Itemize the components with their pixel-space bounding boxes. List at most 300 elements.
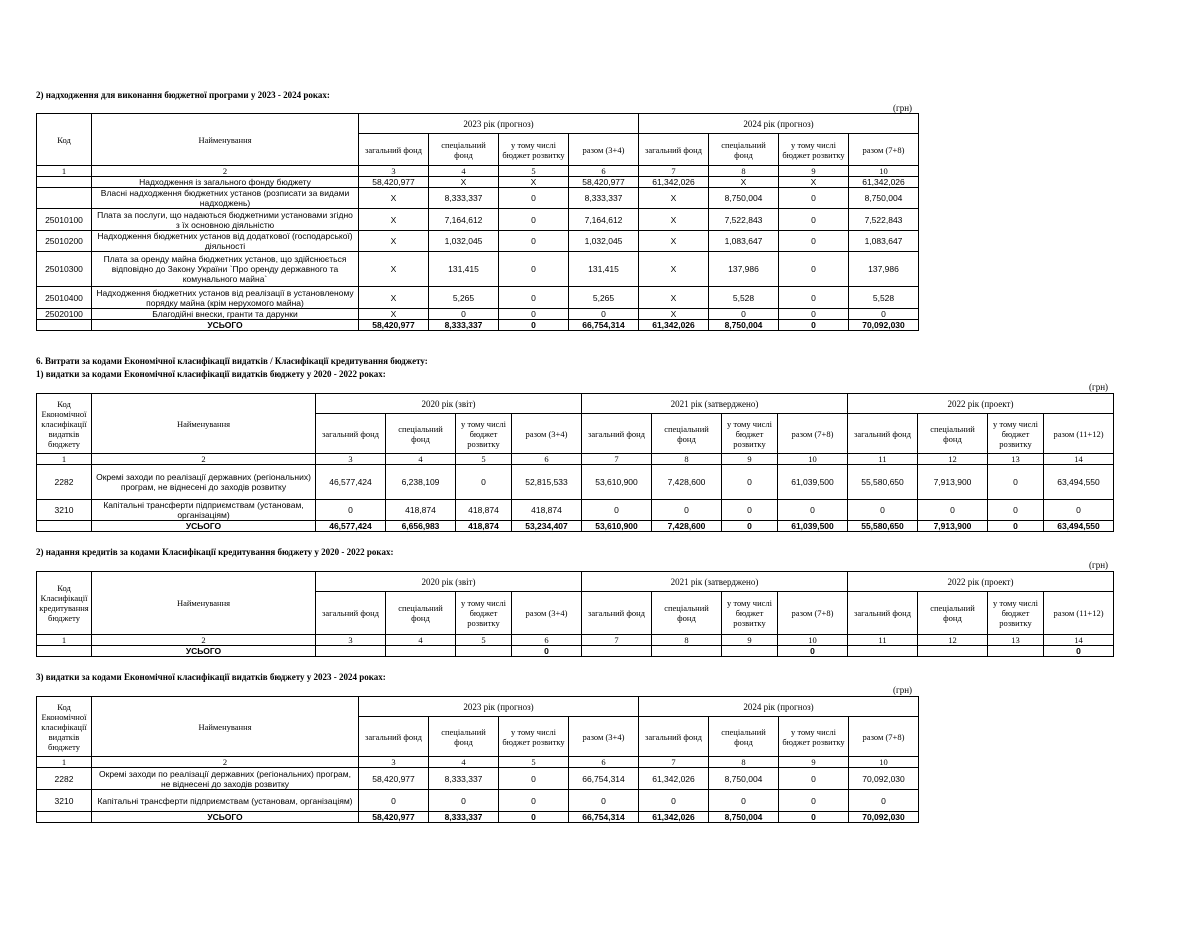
table-row: [37, 309, 919, 320]
row-value: 0: [779, 231, 849, 252]
fund-column-header: загальний фонд: [359, 134, 429, 166]
row-value: 0: [582, 500, 652, 521]
row-value: 0: [722, 465, 778, 500]
row-value: 418,874: [512, 500, 582, 521]
column-number: 12: [918, 454, 988, 465]
code-header: Код: [37, 114, 92, 166]
row-value: 0: [499, 287, 569, 309]
name-header: Найменування: [92, 697, 359, 757]
total-value: 0: [778, 646, 848, 657]
total-value: 58,420,977: [359, 812, 429, 823]
row-value: 55,580,650: [848, 465, 918, 500]
total-value: 0: [499, 320, 569, 331]
column-number: 3: [316, 454, 386, 465]
section-heading-expenditures: 6. Витрати за кодами Економічної класифікації видатків / Класифікації кредитування бюджету:: [36, 356, 428, 366]
row-value: 0: [499, 188, 569, 209]
column-number: 7: [639, 757, 709, 768]
total-value: 8,750,004: [709, 812, 779, 823]
fund-column-header: спеціальний фонд: [918, 414, 988, 454]
row-value: 0: [499, 790, 569, 812]
row-value: 61,342,026: [639, 768, 709, 790]
fund-column-header: спеціальний фонд: [386, 592, 456, 635]
table-expenditures-2023-2024: [36, 696, 919, 823]
fund-column-header: спеціальний фонд: [709, 717, 779, 757]
section-heading-credits: 2) надання кредитів за кодами Класифікації кредитування бюджету у 2020 - 2022 роках:: [36, 547, 394, 557]
column-number: 5: [499, 757, 569, 768]
column-number: 14: [1044, 635, 1114, 646]
column-number: 3: [359, 757, 429, 768]
row-value: 0: [429, 790, 499, 812]
row-value: 5,265: [569, 287, 639, 309]
total-value: 66,754,314: [569, 320, 639, 331]
row-name: Надходження бюджетних установ від додаткової (господарської) діяльності: [92, 231, 359, 252]
total-value: [37, 812, 92, 823]
row-value: 1,032,045: [569, 231, 639, 252]
fund-column-header: разом (7+8): [778, 592, 848, 635]
fund-column-header: у тому числі бюджет розвитку: [988, 414, 1044, 454]
row-value: 131,415: [569, 252, 639, 287]
total-value: 53,610,900: [582, 521, 652, 532]
total-value: 55,580,650: [848, 521, 918, 532]
row-name: Плата за послуги, що надаються бюджетними установами згідно з їх основною діяльністю: [92, 209, 359, 231]
total-value: 0: [722, 521, 778, 532]
year-header: 2020 рік (звіт): [316, 572, 582, 592]
column-number: 7: [582, 635, 652, 646]
fund-column-header: разом (3+4): [569, 134, 639, 166]
total-value: 0: [1044, 646, 1114, 657]
total-label: УСЬОГО: [92, 521, 316, 532]
year-header: 2024 рік (прогноз): [639, 697, 919, 717]
row-value: X: [639, 252, 709, 287]
row-code: 2282: [37, 768, 92, 790]
name-header: Найменування: [92, 114, 359, 166]
row-code: [37, 177, 92, 188]
year-header: 2023 рік (прогноз): [359, 697, 639, 717]
total-value: 418,874: [456, 521, 512, 532]
row-value: X: [359, 188, 429, 209]
total-row: [37, 646, 1114, 657]
year-header: 2022 рік (проект): [848, 572, 1114, 592]
year-header: 2023 рік (прогноз): [359, 114, 639, 134]
row-value: 8,750,004: [709, 188, 779, 209]
fund-column-header: у тому числі бюджет розвитку: [456, 592, 512, 635]
total-value: [918, 646, 988, 657]
total-value: [848, 646, 918, 657]
total-value: 61,039,500: [778, 521, 848, 532]
total-value: 46,577,424: [316, 521, 386, 532]
row-value: 1,083,647: [709, 231, 779, 252]
total-value: [582, 646, 652, 657]
column-number: 4: [386, 635, 456, 646]
total-value: [988, 646, 1044, 657]
column-number: 9: [779, 166, 849, 177]
column-number: 6: [569, 166, 639, 177]
total-value: 70,092,030: [849, 812, 919, 823]
code-header: Код Класифікації кредитування бюджету: [37, 572, 92, 635]
column-number: 2: [92, 635, 316, 646]
row-value: 7,913,900: [918, 465, 988, 500]
column-number: 5: [456, 454, 512, 465]
column-number: 10: [778, 454, 848, 465]
table-expenditures-2020-2022: [36, 393, 1114, 532]
fund-column-header: загальний фонд: [848, 592, 918, 635]
total-value: 8,750,004: [709, 320, 779, 331]
column-number: 14: [1044, 454, 1114, 465]
total-value: 6,656,983: [386, 521, 456, 532]
row-value: 1,083,647: [849, 231, 919, 252]
row-value: 0: [778, 500, 848, 521]
row-value: 8,750,004: [709, 768, 779, 790]
row-value: 5,528: [709, 287, 779, 309]
column-number: 1: [37, 757, 92, 768]
fund-column-header: у тому числі бюджет розвитку: [779, 717, 849, 757]
row-value: 7,522,843: [849, 209, 919, 231]
fund-column-header: у тому числі бюджет розвитку: [499, 717, 569, 757]
total-row: [37, 812, 919, 823]
column-number: 9: [722, 635, 778, 646]
row-value: X: [709, 177, 779, 188]
row-value: 137,986: [849, 252, 919, 287]
column-number: 5: [456, 635, 512, 646]
row-value: 0: [456, 465, 512, 500]
fund-column-header: разом (11+12): [1044, 592, 1114, 635]
row-value: 5,265: [429, 287, 499, 309]
row-value: 52,815,533: [512, 465, 582, 500]
row-value: 61,039,500: [778, 465, 848, 500]
table-row: [37, 287, 919, 309]
row-name: Власні надходження бюджетних установ (розписати за видами надходжень): [92, 188, 359, 209]
total-value: 0: [779, 812, 849, 823]
column-number: 7: [582, 454, 652, 465]
column-number: 7: [639, 166, 709, 177]
row-value: 0: [499, 309, 569, 320]
row-value: 61,342,026: [849, 177, 919, 188]
fund-column-header: у тому числі бюджет розвитку: [499, 134, 569, 166]
row-value: 0: [848, 500, 918, 521]
row-value: 0: [499, 209, 569, 231]
fund-column-header: спеціальний фонд: [652, 414, 722, 454]
row-value: 61,342,026: [639, 177, 709, 188]
row-value: 0: [316, 500, 386, 521]
name-header: Найменування: [92, 572, 316, 635]
row-value: 0: [499, 768, 569, 790]
fund-column-header: у тому числі бюджет розвитку: [722, 414, 778, 454]
row-value: 0: [709, 790, 779, 812]
column-number: 8: [652, 635, 722, 646]
table-credits-2020-2022: [36, 571, 1114, 657]
column-number: 5: [499, 166, 569, 177]
total-value: [37, 646, 92, 657]
row-value: X: [639, 209, 709, 231]
total-value: 7,428,600: [652, 521, 722, 532]
total-value: [456, 646, 512, 657]
row-code: [37, 188, 92, 209]
table-row: [37, 209, 919, 231]
row-value: X: [499, 177, 569, 188]
column-number: 4: [429, 166, 499, 177]
column-number: 9: [722, 454, 778, 465]
section-heading-revenues: 2) надходження для виконання бюджетної програми у 2023 - 2024 роках:: [36, 90, 330, 100]
total-value: [37, 320, 92, 331]
row-value: 137,986: [709, 252, 779, 287]
column-number: 10: [778, 635, 848, 646]
unit-label: (грн): [1089, 382, 1109, 392]
column-number: 1: [37, 166, 92, 177]
column-number: 3: [316, 635, 386, 646]
total-value: 0: [988, 521, 1044, 532]
fund-column-header: у тому числі бюджет розвитку: [722, 592, 778, 635]
row-value: 0: [429, 309, 499, 320]
column-number: 13: [988, 635, 1044, 646]
column-number: 1: [37, 635, 92, 646]
column-number: 2: [92, 757, 359, 768]
fund-column-header: у тому числі бюджет розвитку: [988, 592, 1044, 635]
row-value: 6,238,109: [386, 465, 456, 500]
section-heading-expenditures-2020-2022: 1) видатки за кодами Економічної класифікації видатків бюджету у 2020 - 2022 роках:: [36, 369, 386, 379]
column-number: 6: [512, 635, 582, 646]
fund-column-header: спеціальний фонд: [429, 134, 499, 166]
row-code: 25010300: [37, 252, 92, 287]
column-number: 10: [849, 757, 919, 768]
column-number: 13: [988, 454, 1044, 465]
year-header: 2021 рік (затверджено): [582, 572, 848, 592]
fund-column-header: спеціальний фонд: [652, 592, 722, 635]
total-value: [652, 646, 722, 657]
fund-column-header: разом (7+8): [849, 134, 919, 166]
row-value: 58,420,977: [359, 177, 429, 188]
unit-label: (грн): [893, 685, 913, 695]
row-value: 0: [779, 209, 849, 231]
row-value: X: [639, 309, 709, 320]
column-number: 11: [848, 454, 918, 465]
total-value: 66,754,314: [569, 812, 639, 823]
fund-column-header: у тому числі бюджет розвитку: [779, 134, 849, 166]
total-value: 70,092,030: [849, 320, 919, 331]
row-name: Плата за оренду майна бюджетних установ, що здійснюється відповідно до Закону України `Про оренду державного та комунального майна`: [92, 252, 359, 287]
fund-column-header: загальний фонд: [582, 592, 652, 635]
unit-label: (грн): [1089, 560, 1109, 570]
row-value: 0: [779, 309, 849, 320]
row-value: 8,333,337: [569, 188, 639, 209]
row-value: 58,420,977: [569, 177, 639, 188]
row-value: 418,874: [456, 500, 512, 521]
row-value: X: [359, 231, 429, 252]
row-value: 5,528: [849, 287, 919, 309]
row-value: 53,610,900: [582, 465, 652, 500]
row-value: 0: [988, 500, 1044, 521]
column-number: 8: [709, 757, 779, 768]
row-value: 0: [499, 252, 569, 287]
total-value: [386, 646, 456, 657]
fund-column-header: разом (3+4): [569, 717, 639, 757]
column-number: 4: [386, 454, 456, 465]
total-label: УСЬОГО: [92, 812, 359, 823]
column-number: 11: [848, 635, 918, 646]
row-value: 1,032,045: [429, 231, 499, 252]
fund-column-header: загальний фонд: [639, 134, 709, 166]
row-value: 0: [499, 231, 569, 252]
row-value: 0: [722, 500, 778, 521]
row-code: 3210: [37, 790, 92, 812]
row-value: 0: [359, 790, 429, 812]
fund-column-header: спеціальний фонд: [709, 134, 779, 166]
fund-column-header: разом (7+8): [778, 414, 848, 454]
fund-column-header: загальний фонд: [639, 717, 709, 757]
row-value: 70,092,030: [849, 768, 919, 790]
row-code: 2282: [37, 465, 92, 500]
row-code: 25020100: [37, 309, 92, 320]
row-value: 0: [779, 252, 849, 287]
row-name: Благодійні внески, гранти та дарунки: [92, 309, 359, 320]
row-value: 0: [652, 500, 722, 521]
row-value: 0: [569, 790, 639, 812]
fund-column-header: у тому числі бюджет розвитку: [456, 414, 512, 454]
total-label: УСЬОГО: [92, 646, 316, 657]
unit-label: (грн): [893, 103, 913, 113]
row-value: 58,420,977: [359, 768, 429, 790]
row-value: 46,577,424: [316, 465, 386, 500]
total-value: [37, 521, 92, 532]
column-number: 2: [92, 454, 316, 465]
row-value: 7,164,612: [569, 209, 639, 231]
column-number: 8: [652, 454, 722, 465]
row-value: 63,494,550: [1044, 465, 1114, 500]
row-value: 0: [779, 768, 849, 790]
total-value: 63,494,550: [1044, 521, 1114, 532]
column-number: 4: [429, 757, 499, 768]
table-row: [37, 252, 919, 287]
total-row: [37, 320, 919, 331]
row-value: X: [779, 177, 849, 188]
row-name: Окремі заходи по реалізації державних (регіональних) програм, не віднесені до заходів розвитку: [92, 768, 359, 790]
row-value: 66,754,314: [569, 768, 639, 790]
row-value: X: [359, 252, 429, 287]
row-value: X: [359, 209, 429, 231]
row-code: 3210: [37, 500, 92, 521]
row-code: 25010200: [37, 231, 92, 252]
column-number: 6: [512, 454, 582, 465]
fund-column-header: загальний фонд: [848, 414, 918, 454]
table-revenues-2023-2024: [36, 113, 919, 331]
row-value: X: [639, 231, 709, 252]
table-row: [37, 768, 919, 790]
total-value: 0: [512, 646, 582, 657]
total-label: УСЬОГО: [92, 320, 359, 331]
row-value: 0: [849, 309, 919, 320]
column-number: 3: [359, 166, 429, 177]
row-value: 418,874: [386, 500, 456, 521]
fund-column-header: загальний фонд: [582, 414, 652, 454]
row-name: Надходження із загального фонду бюджету: [92, 177, 359, 188]
row-code: 25010100: [37, 209, 92, 231]
total-value: [316, 646, 386, 657]
total-value: 0: [779, 320, 849, 331]
row-value: 0: [849, 790, 919, 812]
row-value: 7,164,612: [429, 209, 499, 231]
total-value: 8,333,337: [429, 320, 499, 331]
table-row: [37, 177, 919, 188]
row-value: 0: [918, 500, 988, 521]
column-number: 6: [569, 757, 639, 768]
year-header: 2020 рік (звіт): [316, 394, 582, 414]
fund-column-header: загальний фонд: [316, 592, 386, 635]
row-value: 7,522,843: [709, 209, 779, 231]
row-value: X: [429, 177, 499, 188]
row-value: 8,750,004: [849, 188, 919, 209]
row-value: 0: [779, 790, 849, 812]
table-row: [37, 465, 1114, 500]
row-value: X: [359, 309, 429, 320]
total-row: [37, 521, 1114, 532]
row-value: X: [639, 287, 709, 309]
row-value: 8,333,337: [429, 188, 499, 209]
row-value: 131,415: [429, 252, 499, 287]
row-value: 0: [569, 309, 639, 320]
row-name: Окремі заходи по реалізації державних (регіональних) програм, не віднесені до заходів розвитку: [92, 465, 316, 500]
column-number: 1: [37, 454, 92, 465]
fund-column-header: спеціальний фонд: [386, 414, 456, 454]
table-row: [37, 500, 1114, 521]
fund-column-header: разом (3+4): [512, 592, 582, 635]
row-code: 25010400: [37, 287, 92, 309]
total-value: [722, 646, 778, 657]
row-value: 0: [639, 790, 709, 812]
row-value: X: [639, 188, 709, 209]
row-name: Капітальні трансферти підприємствам (установам, організаціям): [92, 790, 359, 812]
fund-column-header: разом (7+8): [849, 717, 919, 757]
table-row: [37, 231, 919, 252]
row-value: 0: [1044, 500, 1114, 521]
fund-column-header: загальний фонд: [359, 717, 429, 757]
row-name: Надходження бюджетних установ від реалізації в установленому порядку майна (крім нерухомого майна): [92, 287, 359, 309]
column-number: 2: [92, 166, 359, 177]
fund-column-header: спеціальний фонд: [429, 717, 499, 757]
year-header: 2022 рік (проект): [848, 394, 1114, 414]
row-value: X: [359, 287, 429, 309]
column-number: 8: [709, 166, 779, 177]
total-value: 0: [499, 812, 569, 823]
fund-column-header: спеціальний фонд: [918, 592, 988, 635]
table-row: [37, 790, 919, 812]
row-value: 0: [779, 287, 849, 309]
name-header: Найменування: [92, 394, 316, 454]
year-header: 2024 рік (прогноз): [639, 114, 919, 134]
column-number: 9: [779, 757, 849, 768]
fund-column-header: разом (11+12): [1044, 414, 1114, 454]
total-value: 61,342,026: [639, 812, 709, 823]
total-value: 58,420,977: [359, 320, 429, 331]
code-header: Код Економічної класифікації видатків бюджету: [37, 394, 92, 454]
row-value: 0: [779, 188, 849, 209]
table-row: [37, 188, 919, 209]
total-value: 7,913,900: [918, 521, 988, 532]
column-number: 12: [918, 635, 988, 646]
row-value: 7,428,600: [652, 465, 722, 500]
section-heading-expenditures-2023-2024: 3) видатки за кодами Економічної класифікації видатків бюджету у 2023 - 2024 роках:: [36, 672, 386, 682]
total-value: 61,342,026: [639, 320, 709, 331]
row-value: 0: [709, 309, 779, 320]
code-header: Код Економічної класифікації видатків бюджету: [37, 697, 92, 757]
row-name: Капітальні трансферти підприємствам (установам, організаціям): [92, 500, 316, 521]
total-value: 53,234,407: [512, 521, 582, 532]
row-value: 8,333,337: [429, 768, 499, 790]
total-value: 8,333,337: [429, 812, 499, 823]
column-number: 10: [849, 166, 919, 177]
year-header: 2021 рік (затверджено): [582, 394, 848, 414]
fund-column-header: разом (3+4): [512, 414, 582, 454]
row-value: 0: [988, 465, 1044, 500]
fund-column-header: загальний фонд: [316, 414, 386, 454]
